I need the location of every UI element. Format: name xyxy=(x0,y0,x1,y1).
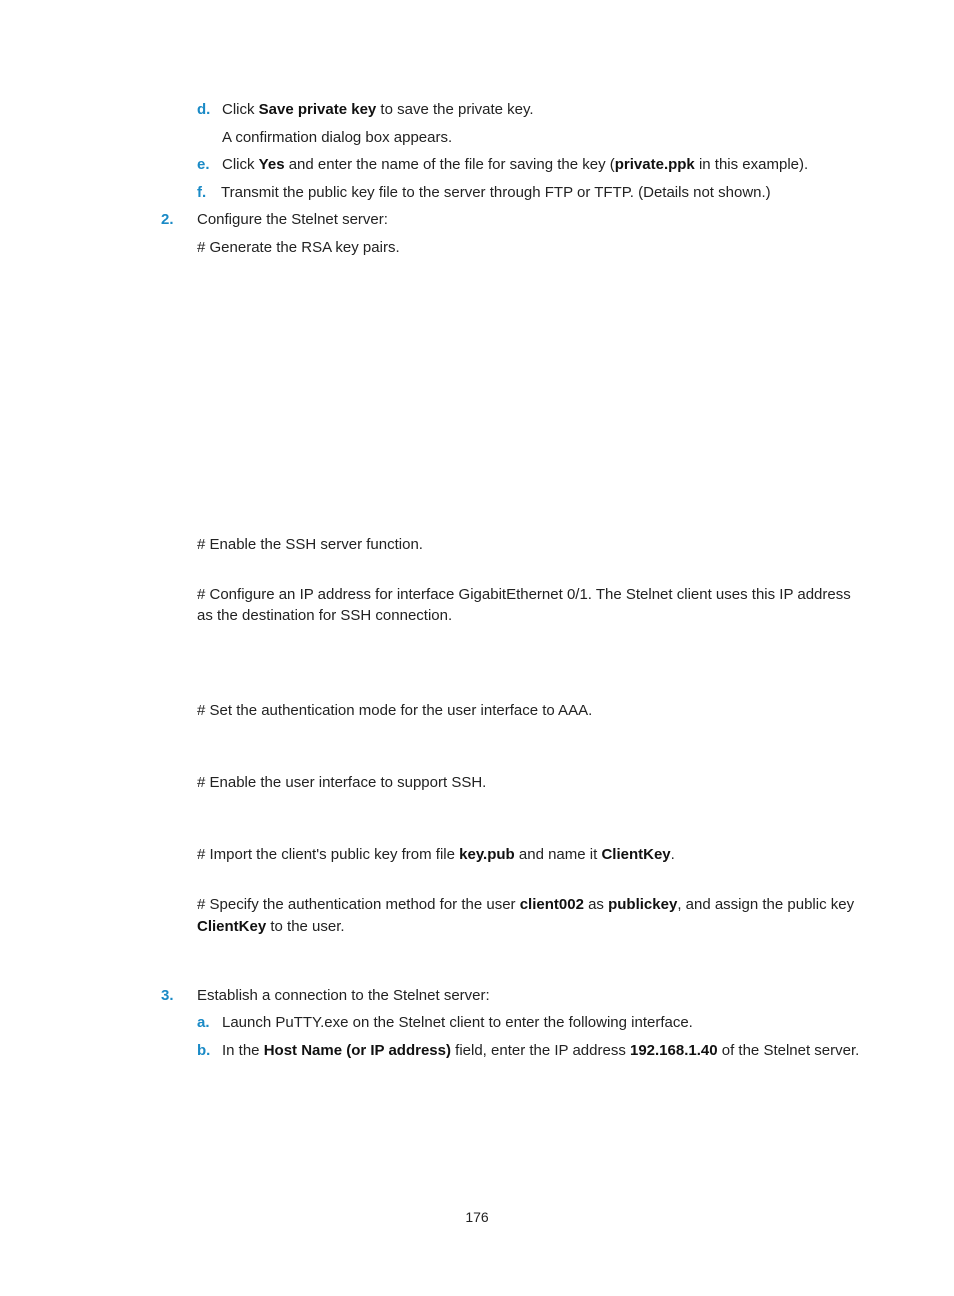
step-2-text: Configure the Stelnet server: xyxy=(197,211,388,228)
import-key-pre: # Import the client's public key from file xyxy=(197,846,460,863)
step-e-bold1: Yes xyxy=(258,156,285,173)
step-b-text xyxy=(222,1041,859,1061)
step-2-marker: 2. xyxy=(161,211,174,228)
step-a-marker: a. xyxy=(197,1014,210,1031)
step-b-field: Host Name (or IP address) xyxy=(263,1042,451,1059)
specify-auth-post: , and assign the public key xyxy=(677,896,855,913)
step-3-marker: 3. xyxy=(161,987,174,1004)
step-d-post: to save the private key. xyxy=(376,101,534,118)
step-d-bold: Save private key xyxy=(258,101,377,118)
step-e-mid: and enter the name of the file for saving the key ( xyxy=(284,156,615,173)
auth-mode-comment: # Set the authentication mode for the user interface to AAA. xyxy=(197,702,593,719)
import-key-name: ClientKey xyxy=(601,846,671,863)
specify-auth-user: client002 xyxy=(519,896,584,913)
step-b-post: of the Stelnet server. xyxy=(717,1042,860,1059)
import-key-file: key.pub xyxy=(459,846,515,863)
step-b-ip: 192.168.1.40 xyxy=(629,1042,718,1059)
enable-ssh-comment: # Enable the SSH server function. xyxy=(197,536,423,553)
import-key-mid: and name it xyxy=(514,846,602,863)
configure-ip-line2: as the destination for SSH connection. xyxy=(197,607,453,624)
step-b-marker: b. xyxy=(197,1042,211,1059)
step-a-text: Launch PuTTY.exe on the Stelnet client to enter the following interface. xyxy=(222,1014,693,1031)
step-e-post: in this example). xyxy=(694,156,809,173)
step-b-mid: field, enter the IP address xyxy=(450,1042,630,1059)
page-number: 176 xyxy=(465,1209,489,1225)
import-key-post: . xyxy=(670,846,675,863)
step-3-text: Establish a connection to the Stelnet server: xyxy=(197,987,490,1004)
enable-ui-ssh-comment: # Enable the user interface to support SSH. xyxy=(197,774,487,791)
step-d-pre: Click xyxy=(222,101,259,118)
step-e-bold2: private.ppk xyxy=(614,156,695,173)
specify-auth-key: ClientKey xyxy=(197,918,267,935)
generate-rsa-comment: # Generate the RSA key pairs. xyxy=(197,239,400,256)
step-d-note: A confirmation dialog box appears. xyxy=(222,129,453,146)
step-f-text: Transmit the public key file to the server through FTP or TFTP. (Details not shown.) xyxy=(221,184,771,201)
specify-auth-line2 xyxy=(197,917,345,937)
specify-auth-mid: as xyxy=(583,896,609,913)
step-e-marker: e. xyxy=(197,156,210,173)
configure-ip-line1: # Configure an IP address for interface GigabitEthernet 0/1. The Stelnet client uses this IP address xyxy=(197,586,851,603)
step-d-text xyxy=(222,100,534,120)
step-b-pre: In the xyxy=(222,1042,264,1059)
specify-auth-post2: to the user. xyxy=(266,918,345,935)
step-d-marker: d. xyxy=(197,101,211,118)
import-key-comment xyxy=(197,845,675,865)
step-f-marker: f. xyxy=(197,184,207,201)
specify-auth-line1 xyxy=(197,895,854,915)
step-e-pre: Click xyxy=(222,156,259,173)
step-e-text xyxy=(222,155,808,175)
specify-auth-method: publickey xyxy=(608,896,678,913)
specify-auth-pre: # Specify the authentication method for the user xyxy=(197,896,520,913)
